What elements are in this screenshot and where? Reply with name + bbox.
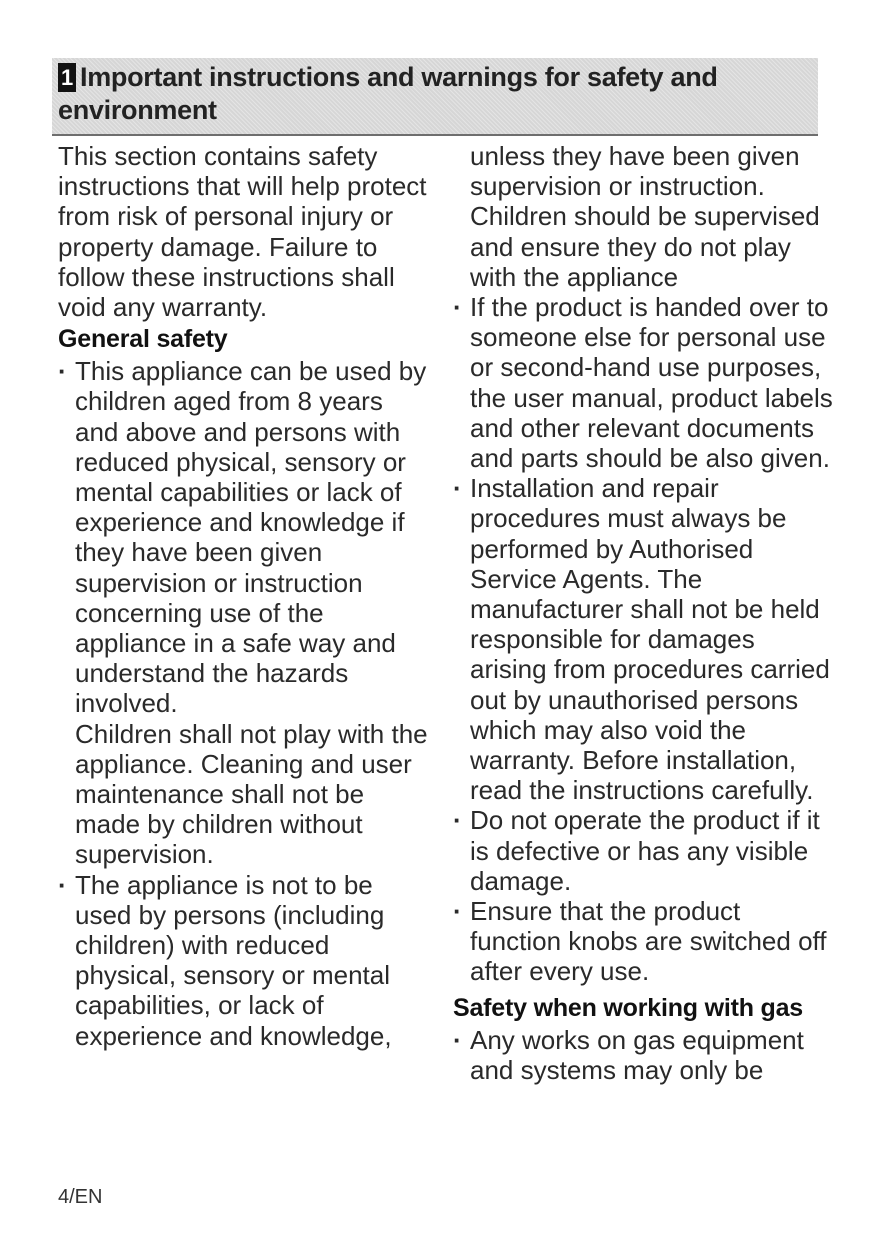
general-safety-heading: General safety [58, 325, 228, 354]
list-item: · Installation and repair procedures must always be performed by Authorised Service Agents. The manufacturer shall not be held responsible for damages arising from procedures carried out by unauthorised persons which may also void the warranty. Before installation, read the instructions carefully. [453, 473, 838, 805]
list-item-continuation: unless they have been given supervision or instruction. Children should be supervised and ensure they do not play with the appliance [470, 141, 820, 292]
list-item: · This appliance can be used by children aged from 8 years and above and persons with reduced physical, sensory or mental capabilities or lack of experience and knowledge if they have been given supervision or instruction concerning use of the appliance in a safe way and understand the hazards involved. [58, 356, 433, 718]
list-item-continuation: Children shall not play with the appliance. Cleaning and user maintenance shall not be made by children without supervision. [75, 718, 428, 870]
list-item: · Any works on gas equipment and systems may only be [453, 1025, 838, 1085]
list-item: · The appliance is not to be used by persons (including children) with reduced physical, sensory or mental capabilities, or lack of experience and knowledge, [58, 870, 433, 1051]
intro-paragraph: This section contains safety instructions that will help protect from risk of personal injury or property damage. Failure to follow these instructions shall void any warranty. [58, 141, 427, 323]
left-column [58, 141, 433, 1051]
general-safety-list [58, 356, 433, 718]
section-title-text: Important instructions and warnings for safety and environment [58, 62, 718, 125]
page-number: 4/EN [58, 1186, 103, 1208]
section-number-badge: 1 [58, 63, 76, 92]
list-item: · Ensure that the product function knobs are switched off after every use. [453, 896, 838, 987]
general-safety-list-continued [58, 870, 433, 1051]
gas-safety-list [453, 1025, 838, 1085]
list-item: · If the product is handed over to someone else for personal use or second-hand use purposes, the user manual, product labels and other relevant documents and parts should be also given. [453, 292, 838, 473]
section-title [58, 61, 814, 127]
gas-safety-heading: Safety when working with gas [453, 993, 804, 1022]
list-item: · Do not operate the product if it is defective or has any visible damage. [453, 805, 838, 896]
general-safety-list-right [453, 292, 838, 987]
right-column [453, 141, 838, 1085]
